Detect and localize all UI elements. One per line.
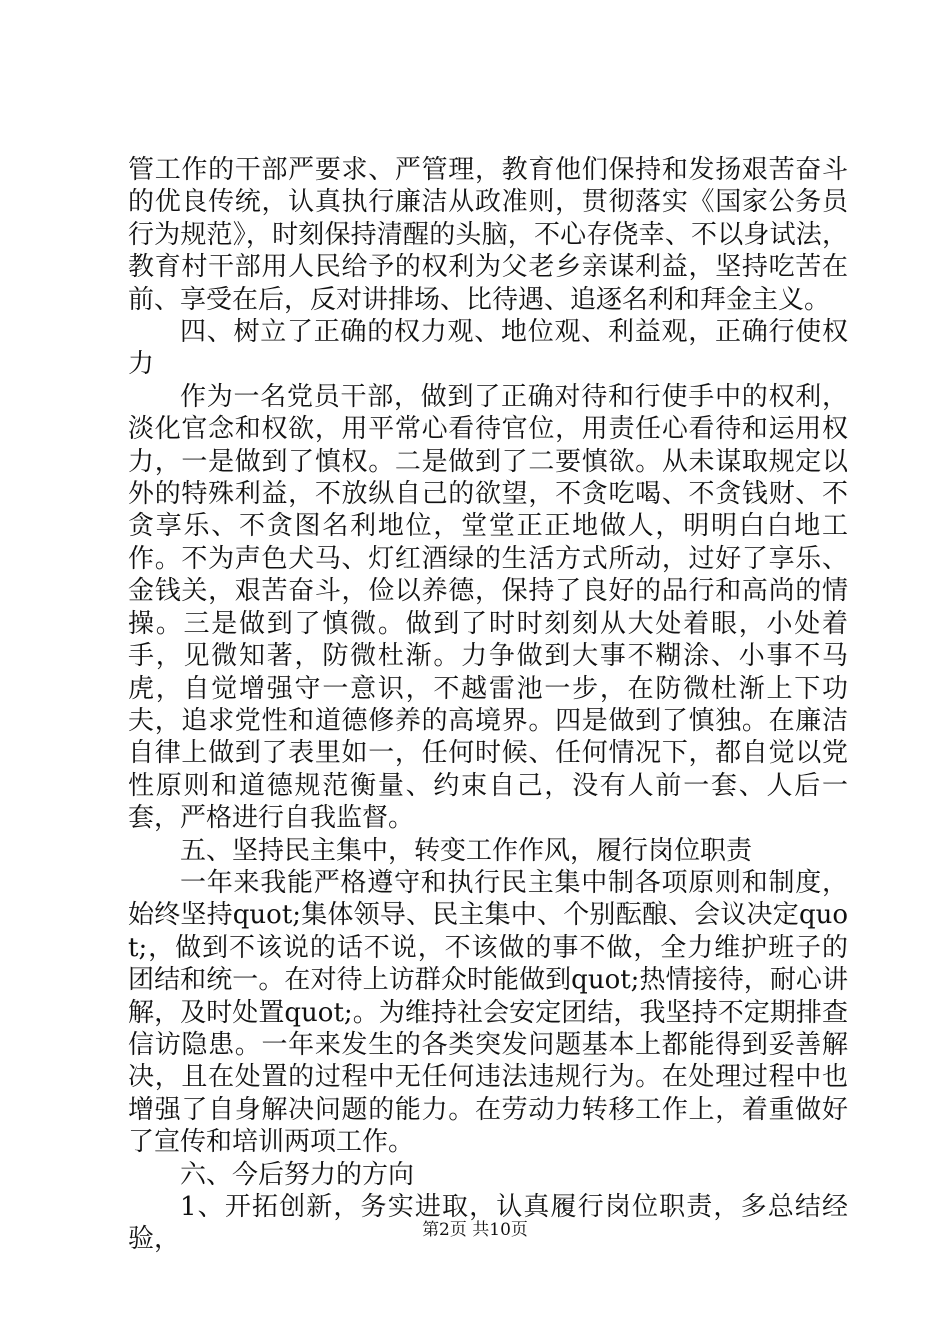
paragraph-2: 作为一名党员干部，做到了正确对待和行使手中的权利，淡化官念和权欲，用平常心看待官位，用责任心看待和运用权力，一是做到了慎权。二是做到了二要慎欲。从未谋取规定以外的特殊利益，不放纵自己的欲望，不贪吃喝、不贪钱财、不贪享乐、不贪图名利地位，堂堂正正地做人，明明白白地工作。不为声色犬马、灯红酒绿的生活方式所动，过好了享乐、金钱关，艰苦奋斗，俭以养德，保持了良好的品行和高尚的情操。三是做到了慎微。做到了时时刻刻从大处着眼，小处着手，见微知著，防微杜渐。力争做到大事不糊涂、小事不马虎，自觉增强守一意识，不越雷池一步，在防微杜渐上下功夫，追求党性和道德修养的高境界。四是做到了慎独。在廉洁自律上做到了表里如一，任何时候、任何情况下，都自觉以党性原则和道德规范衡量、约束自己，没有人前一套、人后一套，严格进行自我监督。	[128, 381, 848, 834]
section-heading-4: 四、树立了正确的权力观、地位观、利益观，正确行使权力	[128, 317, 848, 380]
section-heading-6: 六、今后努力的方向	[180, 1159, 415, 1190]
list-item-1: 1、开拓创新，务实进取，认真履行岗位职责，多总结经验，	[128, 1192, 848, 1255]
section-heading-5: 五、坚持民主集中，转变工作作风，履行岗位职责	[180, 835, 753, 866]
paragraph-1: 管工作的干部严要求、严管理，教育他们保持和发扬艰苦奋斗的优良传统，认真执行廉洁从政准则，贯彻落实《国家公务员行为规范》，时刻保持清醒的头脑，不心存侥幸、不以身试法，教育村干部用人民给予的权利为父老乡亲谋利益，坚持吃苦在前、享受在后，反对讲排场、比待遇、追逐名利和拜金主义。	[128, 155, 848, 315]
page-number-footer: 第2页 共10页	[422, 1220, 528, 1240]
document-body	[128, 154, 848, 1256]
paragraph-3: 一年来我能严格遵守和执行民主集中制各项原则和制度，始终坚持quot;集体领导、民主集中、个别酝酿、会议决定quot;，做到不该说的话不说，不该做的事不做，全力维护班子的团结和统一。在对待上访群众时能做到quot;热情接待，耐心讲解，及时处置quot;。为维持社会安定团结，我坚持不定期排查信访隐患。一年来发生的各类突发问题基本上都能得到妥善解决，且在处置的过程中无任何违法违规行为。在处理过程中也增强了自身解决问题的能力。在劳动力转移工作上，着重做好了宣传和培训两项工作。	[128, 867, 848, 1158]
